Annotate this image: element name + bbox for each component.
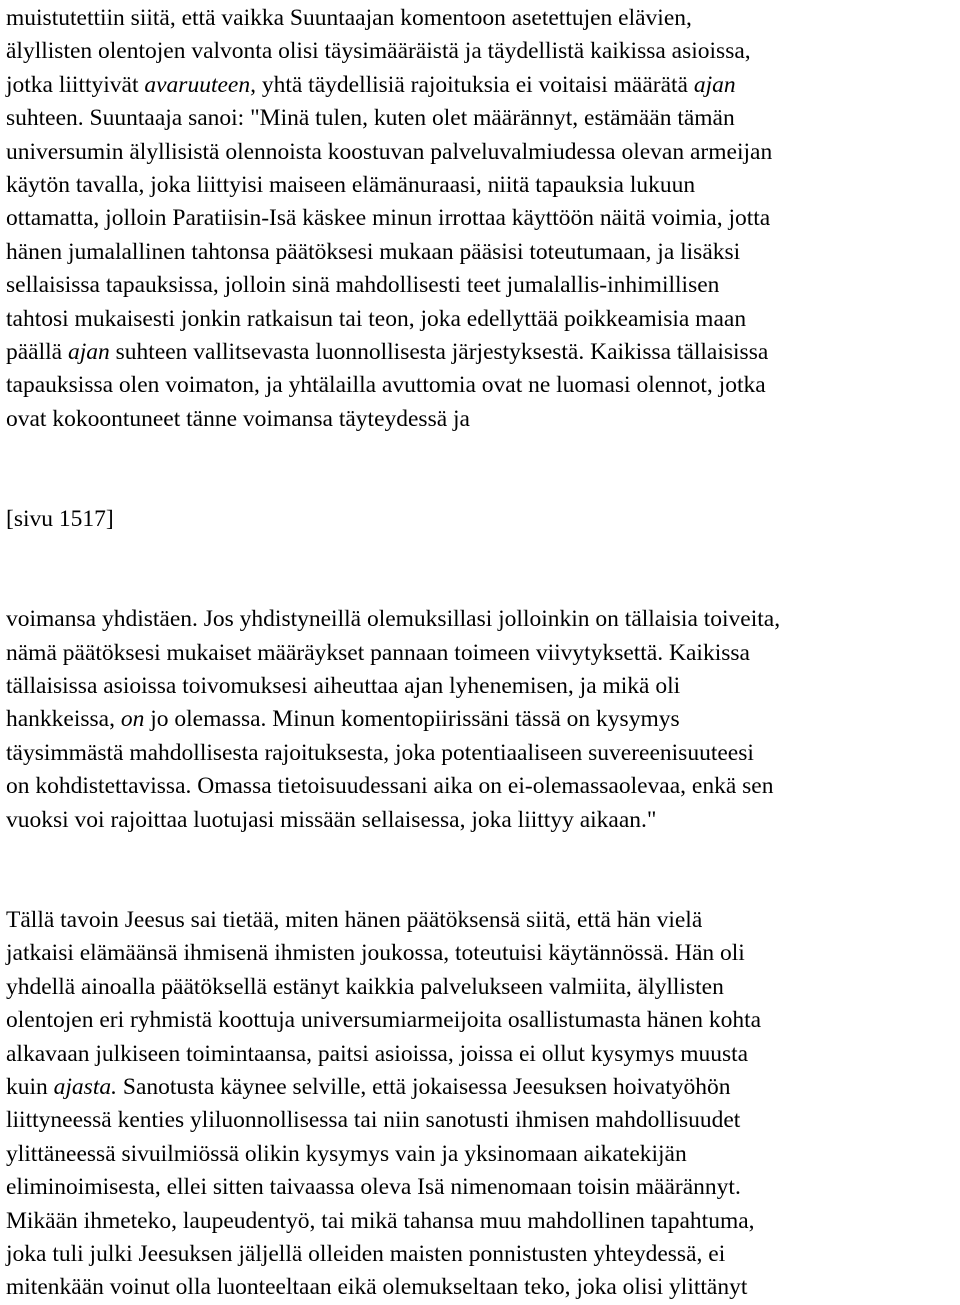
text-run: muistutettiin siitä, että vaikka Suuntaajan komentoon asetettujen elävien, [6,5,692,31]
text-line [6,1271,956,1304]
text-line [6,102,956,135]
text-run: jatkaisi elämäänsä ihmisenä ihmisten joukossa, toteutuisi käytännössä. Hän oli [6,940,745,967]
blank-line [6,470,956,503]
text-run: yhdellä ainoalla päätöksellä estänyt kaikkia palvelukseen valmiita, älyllisten [6,973,724,1000]
text-run: käytön tavalla, joka liittyisi maiseen elämänuraasi, niitä tapauksia lukuun [6,172,696,199]
text-line [6,69,956,102]
text-run: yhtä täydellisiä rajoituksia ei voitaisi määrätä [255,71,694,98]
text-line [6,136,956,169]
text-run: suhteen vallitsevasta luonnollisesta järjestyksestä. Kaikissa tällaisissa [109,339,769,366]
text-line [6,637,956,670]
italic-text-run: on [120,706,145,733]
blank-line [6,870,956,903]
text-run: älyllisten olentojen valvonta olisi täysimääräistä ja täydellistä kaikissa asioissa, [6,38,751,65]
text-line [6,937,956,970]
text-line [6,202,956,235]
text-line [6,269,956,302]
italic-text-run: ajan [67,339,110,366]
text-run: Mikään ihmeteko, laupeudentyö, tai mikä tahansa muu mahdollinen tapahtuma, [6,1207,755,1234]
text-run: nämä päätöksesi mukaiset määräykset pannaan toimeen viivytyksettä. Kaikissa [6,639,750,666]
text-line [6,770,956,803]
text-run: hankkeissa, [6,706,121,733]
text-line [6,1104,956,1137]
text-line [6,1038,956,1071]
text-run: liittyneessä kenties yliluonnollisessa tai niin sanotusti ihmisen mahdollisuudet [6,1107,741,1134]
italic-text-run: ajan [693,71,736,98]
text-run: jotka liittyivät [6,71,145,98]
text-line [6,236,956,269]
text-run: vuoksi voi rajoittaa luotujasi missään sellaisessa, joka liittyy aikaan." [6,806,657,833]
page-number-marker [6,503,956,536]
blank-line [6,570,956,603]
text-line [6,603,956,636]
text-line [6,670,956,703]
text-run: kuin [6,1073,54,1100]
text-line [6,2,956,35]
text-run: Tällä tavoin Jeesus sai tietää, miten hänen päätöksensä siitä, että hän vielä [6,906,703,933]
text-line [6,1004,956,1037]
text-run: sellaisissa tapauksissa, jolloin sinä mahdollisesti teet jumalallis-inhimillisen [6,272,720,299]
text-run: on kohdistettavissa. Omassa tietoisuudessani aika on ei-olemassaolevaa, enkä sen [6,773,774,800]
text-run: päällä [6,339,68,366]
text-run: eliminoimisesta, ellei sitten taivaassa oleva Isä nimenomaan toisin määrännyt. [6,1174,741,1201]
text-line [6,1205,956,1238]
text-line [6,1071,956,1104]
blank-line [6,536,956,569]
text-line [6,503,956,536]
text-line [6,1138,956,1171]
text-line [6,703,956,736]
text-line [6,1238,956,1271]
text-run: ottamatta, jolloin Paratiisin-Isä käskee minun irrottaa käyttöön näitä voimia, jotta [6,205,771,232]
text-line [6,403,956,436]
text-run: jo olemassa. Minun komentopiirissäni tässä on kysymys [144,706,680,733]
text-run: ylittäneessä sivuilmiössä olikin kysymys vain ja yksinomaan aikatekijän [6,1140,687,1167]
text-run: voimansa yhdistäen. Jos yhdistyneillä olemuksillasi jolloinkin on tällaisia toiveita, [6,606,781,633]
text-line [6,971,956,1004]
text-run: tapauksissa olen voimaton, ja yhtälailla avuttomia ovat ne luomasi olennot, jotka [6,372,766,399]
text-line [6,369,956,402]
text-line [6,35,956,68]
text-line [6,737,956,770]
text-line [6,169,956,202]
text-run: joka tuli julki Jeesuksen jäljellä olleiden maisten ponnistusten yhteydessä, ei [6,1240,726,1267]
text-line [6,336,956,369]
text-run: täysimmästä mahdollisesta rajoituksesta, joka potentiaaliseen suvereenisuuteesi [6,739,754,766]
text-line [6,904,956,937]
text-run: ovat kokoontuneet tänne voimansa täyteydessä ja [6,405,470,432]
text-run: [sivu 1517] [6,506,114,533]
blank-line [6,436,956,469]
blank-line [6,837,956,870]
text-run: suhteen. Suuntaaja sanoi: "Minä tulen, kuten olet määrännyt, estämään tämän [6,105,735,132]
document-page [6,2,956,1305]
paragraph [6,2,956,436]
text-run: universumin älyllisistä olennoista koostuvan palveluvalmiudessa olevan armeijan [6,138,773,165]
text-run: alkavaan julkiseen toimintaansa, paitsi asioissa, joissa ei ollut kysymys muusta [6,1040,749,1067]
text-run: tahtosi mukaisesti jonkin ratkaisun tai teon, joka edellyttää poikkeamisia maan [6,305,747,332]
italic-text-run: avaruuteen, [144,71,256,98]
text-run: mitenkään voinut olla luonteeltaan eikä olemukseltaan teko, joka olisi ylittänyt [6,1274,748,1301]
paragraph [6,904,956,1305]
text-line [6,303,956,336]
text-run: olentojen eri ryhmistä koottuja universumiarmeijoita osallistumasta hänen kohta [6,1007,762,1034]
text-line [6,1171,956,1204]
text-run: tällaisissa asioissa toivomuksesi aiheuttaa ajan lyhenemisen, ja mikä oli [6,673,681,700]
italic-text-run: ajasta. [53,1073,117,1100]
text-run: Sanotusta käynee selville, että jokaisessa Jeesuksen hoivatyöhön [117,1073,731,1100]
paragraph [6,603,956,837]
text-line [6,804,956,837]
text-run: hänen jumalallinen tahtonsa päätöksesi mukaan pääsisi toteutumaan, ja lisäksi [6,238,741,265]
